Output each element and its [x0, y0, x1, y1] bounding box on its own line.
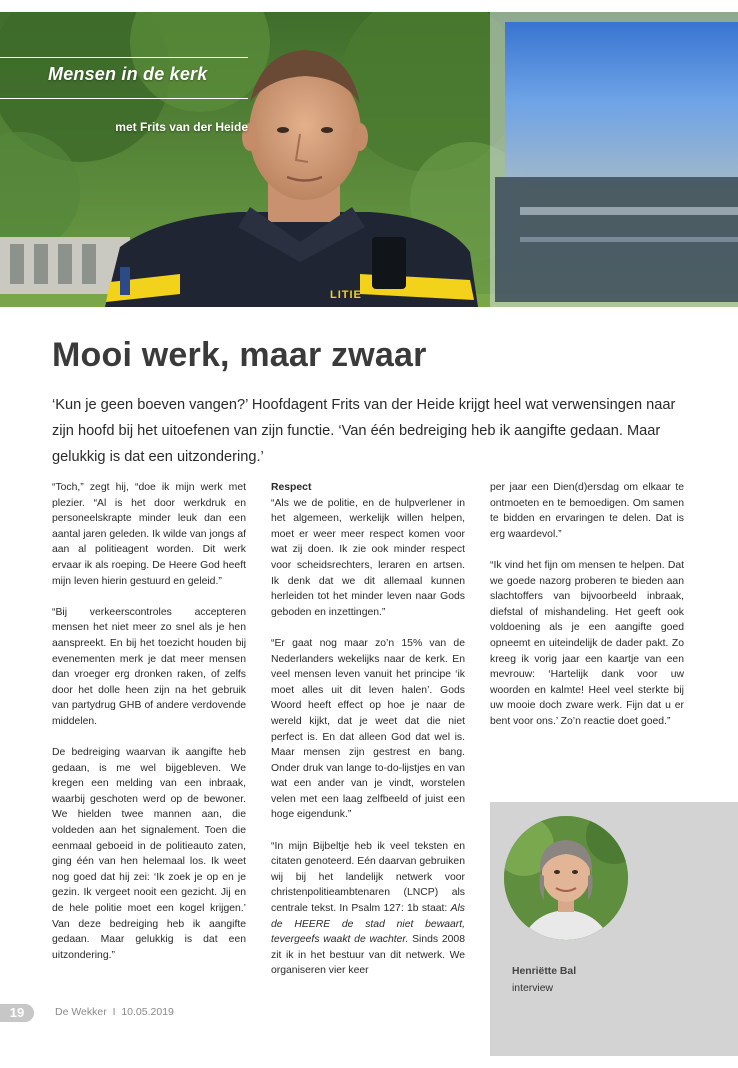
paragraph: per jaar een Dien(d)ersdag om elkaar te ontmoeten en te bemoedigen. Om samen te bidden en ervaringen te delen. Dat is erg waardevol.”: [490, 482, 684, 540]
hero-photo: [0, 12, 738, 307]
article-lead: ‘Kun je geen boeven vangen?’ Hoofdagent Frits van der Heide krijgt heel wat verwensingen naar zijn hoofd bij het uitoefenen van zijn functie. ‘Van één bedreiging heb ik aangifte gedaan. Maar gelukkig is dat een uitzondering.’: [52, 397, 676, 465]
kicker-rule-top: [0, 57, 248, 58]
section-kicker: Mensen in de kerk: [48, 64, 208, 84]
uniform-badge-text: LITIE: [330, 289, 362, 301]
author-portrait-icon: [504, 816, 628, 940]
subheading-respect: Respect: [271, 482, 312, 493]
paragraph: “Toch,” zegt hij, “doe ik mijn werk met plezier. “Al is het door werkdruk en personeelskrapte minder leuk dan een aantal jaren geleden. Ik wilde van jongs af aan al politieagent worden. Dit werk ervaar ik als roeping. De Heere God heeft mijn leven hierin gestuurd en geleid.”: [52, 482, 246, 587]
author-photo: [504, 816, 628, 940]
paragraph: “Bij verkeerscontroles accepteren mensen het niet meer zo snel als je hen aanspreekt. En bij het toezicht houden bij evenementen merk je dat meer mensen dan vroeger erg dronken raken, of zelfs door het dolle heen zijn na het gebruik van partydrug GHB of andere verdovende middelen.: [52, 606, 246, 727]
paragraph: De bedreiging waarvan ik aangifte heb gedaan, is me wel bijgebleven. We kregen een melding van een inbraak, waarbij geschoten werd op de bewoner. We hielden twee mannen aan, die voldeden aan het signalement. Toen die eenmaal geboeid in de politieauto zaten, ging één van hen helemaal los. Ik weet nog goed dat hij zei: ‘Ik zoek je op en je gezin. Ik vergeet nooit een gezicht. Jij en de hele politie moet een kogel krijgen.’ Van deze bedreiging heb ik aangifte gedaan. Maar gelukkig is dat een uitzondering.”: [52, 747, 246, 961]
article-column-1: [52, 480, 246, 979]
paragraph: “Er gaat nog maar zo’n 15% van de Nederlanders wekelijks naar de kerk. En veel mensen leven vanuit het principe ‘ik moet alles uit dit leven halen’. Gods Woord heeft effect op hoe je naar de wereld kijkt, dat je weet dat die niet perfect is. En dat alleen God dat wel is. Maar mensen zijn gestrest en bang. Onder druk van lange to-do-lijstjes en van wat een ander van je vindt, worstelen velen met een laag zelfbeeld of juist een hoge eigendunk.”: [271, 637, 465, 821]
article-column-3: [490, 480, 684, 745]
publication-label: De Wekker I 10.05.2019: [55, 1006, 174, 1018]
paragraph: [271, 839, 465, 979]
author-role: interview: [512, 983, 553, 994]
kicker-rule-bottom: [0, 98, 248, 99]
psalm-quote: Als de HEERE de stad niet bewaart, tevergeefs waakt de wachter.: [271, 903, 465, 946]
author-box: [490, 802, 738, 1056]
page-number: 19: [0, 1004, 34, 1022]
paragraph: “Als we de politie, en de hulpverlener in het algemeen, werkelijk willen helpen, moet er weer meer respect komen voor wat zij doen. Ik zie ook minder respect voor scheidsrechters, leraren en artsen. Ik denk dat we dit allemaal kunnen herleiden tot het minder leven naar Gods geboden en inzettingen.”: [271, 497, 465, 618]
section-subtitle: met Frits van der Heide: [115, 120, 248, 134]
paragraph-text: “In mijn Bijbeltje heb ik veel teksten en citaten genoteerd. Eén daarvan gebruiken wij bij het landelijk netwerk voor christenpolitieambtenaren (LNCP) als centrale tekst. In Psalm 127: 1b staat:: [271, 840, 465, 915]
author-name: Henriëtte Bal: [512, 966, 577, 977]
article-title: Mooi werk, maar zwaar: [52, 336, 427, 374]
article-column-2: [271, 480, 465, 995]
paragraph: “Ik vind het fijn om mensen te helpen. Dat we goede nazorg proberen te bieden aan slachtoffers van bijvoorbeeld inbraak, diefstal of mishandeling. Het geeft ook voldoening als je een aangifte goed opneemt en uiteindelijk de dader pakt. Zo kreeg ik vorig jaar een kaartje van een mevrouw: ‘Hartelijk dank voor uw woorden en kalmte! Heel veel sterkte bij uw mooie doch zware werk. Fijn dat u er bent voor ons.’ Zo’n reactie doet goed.”: [490, 559, 684, 727]
paragraph-text: Sinds 2008 zit ik in het bestuur van dit netwerk. We organiseren vier keer: [271, 934, 465, 977]
publication-info: [55, 1006, 174, 1018]
